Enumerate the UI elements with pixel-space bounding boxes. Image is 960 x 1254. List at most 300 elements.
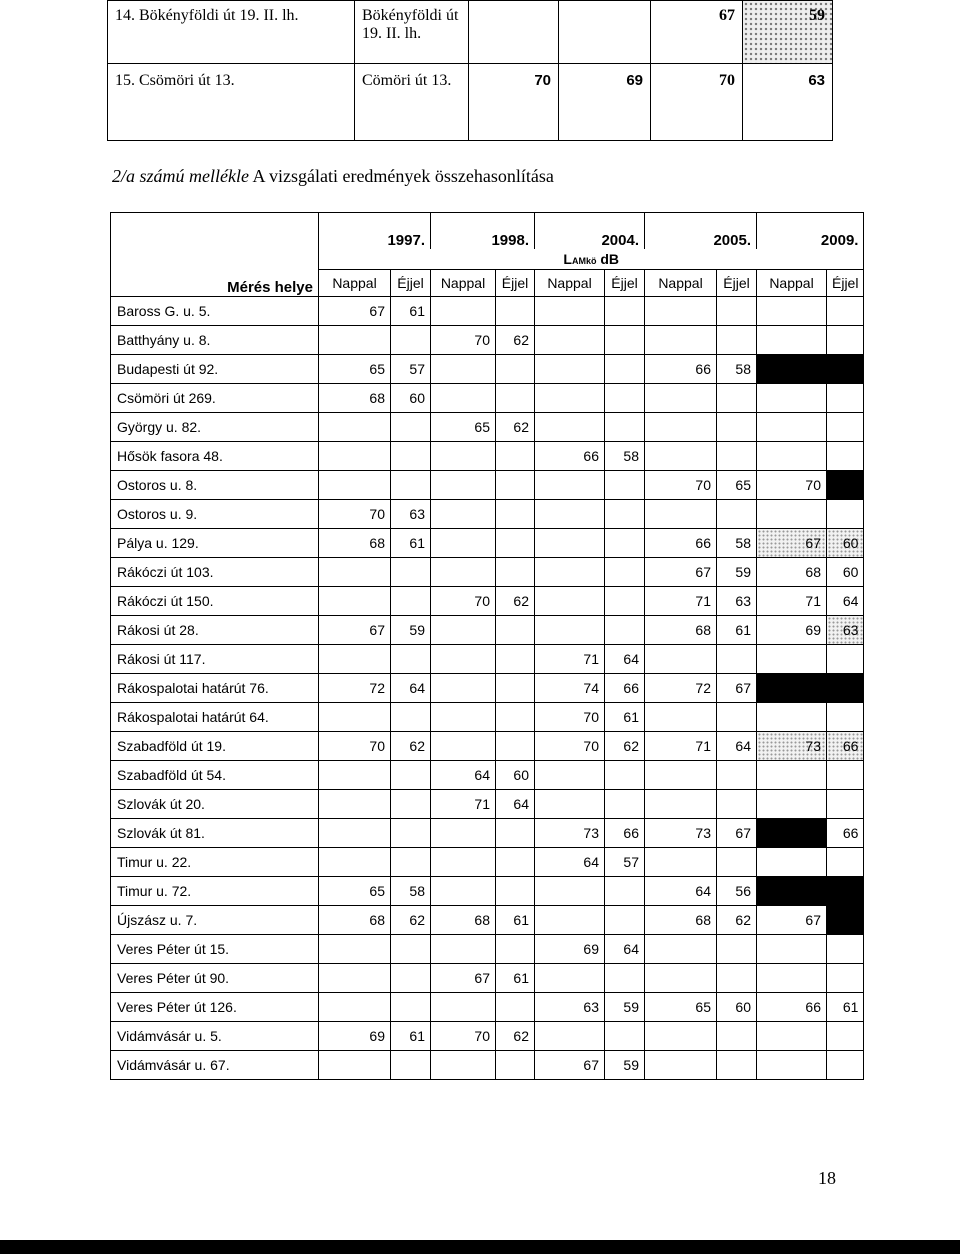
top-cell-address: Cömöri út 13. xyxy=(355,64,469,141)
day-value-cell: 72 xyxy=(319,674,391,703)
day-value-cell xyxy=(319,993,391,1022)
night-value-cell: 58 xyxy=(391,877,431,906)
night-value-cell: 64 xyxy=(717,732,757,761)
night-value-cell xyxy=(391,413,431,442)
night-value-cell xyxy=(717,761,757,790)
day-value-cell xyxy=(431,703,496,732)
table-row xyxy=(111,529,864,558)
day-value-cell xyxy=(645,326,717,355)
night-label: Éjjel xyxy=(605,270,645,297)
table-row xyxy=(111,413,864,442)
night-label: Éjjel xyxy=(496,270,535,297)
day-value-cell xyxy=(319,819,391,848)
night-value-cell: 58 xyxy=(717,355,757,384)
day-value-cell xyxy=(431,645,496,674)
day-value-cell: 67 xyxy=(645,558,717,587)
night-value-cell xyxy=(605,355,645,384)
table-row xyxy=(111,993,864,1022)
day-value-cell xyxy=(757,674,827,703)
night-value-cell xyxy=(827,1022,864,1051)
night-value-cell xyxy=(717,413,757,442)
day-value-cell xyxy=(645,1051,717,1080)
night-value-cell: 63 xyxy=(391,500,431,529)
place-cell: Rákosi út 117. xyxy=(111,645,319,674)
night-value-cell: 64 xyxy=(496,790,535,819)
night-value-cell xyxy=(605,326,645,355)
night-value-cell xyxy=(496,674,535,703)
day-value-cell xyxy=(757,1051,827,1080)
night-label: Éjjel xyxy=(717,270,757,297)
night-value-cell xyxy=(496,848,535,877)
night-value-cell: 61 xyxy=(496,964,535,993)
day-label: Nappal xyxy=(535,270,605,297)
unit-label xyxy=(319,249,864,270)
year-header: 2004. xyxy=(535,213,645,250)
day-value-cell: 71 xyxy=(535,645,605,674)
night-value-cell: 62 xyxy=(496,413,535,442)
appendix-caption xyxy=(112,166,554,187)
day-value-cell: 67 xyxy=(319,297,391,326)
place-cell: Veres Péter út 126. xyxy=(111,993,319,1022)
night-value-cell: 64 xyxy=(605,645,645,674)
table-row xyxy=(111,471,864,500)
place-cell: Vidámvásár u. 67. xyxy=(111,1051,319,1080)
night-value-cell xyxy=(717,848,757,877)
table-row xyxy=(111,935,864,964)
day-value-cell: 68 xyxy=(757,558,827,587)
night-value-cell: 61 xyxy=(827,993,864,1022)
night-value-cell xyxy=(391,703,431,732)
day-value-cell: 65 xyxy=(319,355,391,384)
day-value-cell xyxy=(431,1051,496,1080)
place-cell: Szabadföld út 54. xyxy=(111,761,319,790)
place-cell: Veres Péter út 15. xyxy=(111,935,319,964)
measurement-table xyxy=(110,212,864,1080)
appendix-caption-text: A vizsgálati eredmények összehasonlítása xyxy=(248,166,554,186)
place-cell: Timur u. 72. xyxy=(111,877,319,906)
day-value-cell xyxy=(431,993,496,1022)
day-value-cell: 71 xyxy=(645,587,717,616)
night-value-cell: 67 xyxy=(717,674,757,703)
table-row xyxy=(111,790,864,819)
night-value-cell xyxy=(496,819,535,848)
night-value-cell: 60 xyxy=(717,993,757,1022)
place-cell: Timur u. 22. xyxy=(111,848,319,877)
day-value-cell xyxy=(535,500,605,529)
night-value-cell: 60 xyxy=(827,529,864,558)
night-value-cell xyxy=(827,877,864,906)
day-value-cell xyxy=(757,761,827,790)
night-value-cell xyxy=(717,1051,757,1080)
day-value-cell: 68 xyxy=(319,384,391,413)
table-row xyxy=(111,616,864,645)
day-value-cell: 68 xyxy=(645,906,717,935)
night-value-cell xyxy=(605,587,645,616)
night-value-cell xyxy=(827,297,864,326)
day-value-cell xyxy=(535,587,605,616)
night-value-cell: 60 xyxy=(496,761,535,790)
night-value-cell: 66 xyxy=(827,819,864,848)
day-value-cell xyxy=(645,413,717,442)
night-value-cell xyxy=(496,877,535,906)
top-cell-value: 63 xyxy=(743,64,833,141)
table-row xyxy=(111,703,864,732)
day-value-cell: 63 xyxy=(535,993,605,1022)
day-value-cell xyxy=(319,761,391,790)
night-value-cell xyxy=(717,297,757,326)
day-value-cell xyxy=(431,732,496,761)
night-value-cell xyxy=(717,703,757,732)
day-value-cell: 68 xyxy=(645,616,717,645)
day-value-cell xyxy=(645,848,717,877)
day-value-cell: 66 xyxy=(757,993,827,1022)
table-row xyxy=(111,1022,864,1051)
day-label: Nappal xyxy=(757,270,827,297)
place-cell: Ostoros u. 9. xyxy=(111,500,319,529)
day-value-cell xyxy=(319,326,391,355)
night-value-cell xyxy=(827,964,864,993)
night-value-cell: 59 xyxy=(605,993,645,1022)
table-row xyxy=(111,500,864,529)
table-row xyxy=(111,384,864,413)
day-value-cell xyxy=(757,703,827,732)
day-value-cell xyxy=(431,529,496,558)
place-cell: Rákosi út 28. xyxy=(111,616,319,645)
year-header-row xyxy=(111,213,864,250)
night-value-cell xyxy=(827,848,864,877)
night-value-cell xyxy=(496,703,535,732)
night-value-cell xyxy=(496,993,535,1022)
day-value-cell xyxy=(319,413,391,442)
appendix-caption-italic: 2/a számú mellékle xyxy=(112,166,249,186)
night-value-cell xyxy=(827,355,864,384)
night-value-cell xyxy=(391,848,431,877)
year-header: 2009. xyxy=(757,213,864,250)
night-value-cell: 63 xyxy=(827,616,864,645)
place-cell: Baross G. u. 5. xyxy=(111,297,319,326)
unit-subscript: AMkö xyxy=(571,256,597,266)
night-value-cell xyxy=(391,471,431,500)
day-value-cell: 64 xyxy=(645,877,717,906)
table-row xyxy=(111,848,864,877)
night-value-cell xyxy=(827,1051,864,1080)
night-value-cell: 64 xyxy=(391,674,431,703)
day-value-cell xyxy=(757,848,827,877)
day-value-cell xyxy=(757,297,827,326)
day-value-cell xyxy=(431,935,496,964)
night-value-cell: 62 xyxy=(391,732,431,761)
year-header: 1998. xyxy=(431,213,535,250)
day-value-cell xyxy=(431,558,496,587)
day-value-cell xyxy=(757,500,827,529)
day-value-cell xyxy=(535,616,605,645)
night-value-cell: 62 xyxy=(605,732,645,761)
top-cell-value: 70 xyxy=(651,64,743,141)
day-value-cell xyxy=(757,935,827,964)
place-cell: Budapesti út 92. xyxy=(111,355,319,384)
day-value-cell: 66 xyxy=(535,442,605,471)
bottom-scan-bar xyxy=(0,1240,960,1254)
day-value-cell xyxy=(431,674,496,703)
top-cell-value: 59 xyxy=(743,1,833,64)
day-value-cell: 69 xyxy=(757,616,827,645)
place-cell: Veres Péter út 90. xyxy=(111,964,319,993)
day-value-cell: 64 xyxy=(431,761,496,790)
night-value-cell xyxy=(605,964,645,993)
night-value-cell xyxy=(496,935,535,964)
night-value-cell xyxy=(496,355,535,384)
night-value-cell xyxy=(605,471,645,500)
top-cell-value: 69 xyxy=(559,64,651,141)
night-value-cell xyxy=(827,761,864,790)
day-value-cell xyxy=(757,877,827,906)
night-value-cell xyxy=(496,645,535,674)
top-table-row xyxy=(108,64,833,141)
day-value-cell: 68 xyxy=(319,529,391,558)
day-value-cell xyxy=(645,645,717,674)
night-label: Éjjel xyxy=(827,270,864,297)
night-value-cell: 57 xyxy=(605,848,645,877)
day-value-cell: 65 xyxy=(319,877,391,906)
day-value-cell: 71 xyxy=(645,732,717,761)
night-value-cell: 65 xyxy=(717,471,757,500)
night-value-cell xyxy=(391,587,431,616)
night-value-cell xyxy=(605,1022,645,1051)
night-value-cell: 62 xyxy=(391,906,431,935)
day-value-cell xyxy=(535,326,605,355)
day-value-cell: 68 xyxy=(319,906,391,935)
table-row xyxy=(111,442,864,471)
night-value-cell xyxy=(827,790,864,819)
night-value-cell xyxy=(827,471,864,500)
top-cell-location: 14. Bökényföldi út 19. II. lh. xyxy=(108,1,355,64)
day-value-cell: 69 xyxy=(319,1022,391,1051)
night-value-cell xyxy=(496,732,535,761)
table-row xyxy=(111,877,864,906)
night-value-cell xyxy=(717,500,757,529)
night-value-cell xyxy=(827,500,864,529)
day-value-cell: 67 xyxy=(431,964,496,993)
day-value-cell xyxy=(757,964,827,993)
day-value-cell xyxy=(431,442,496,471)
night-label: Éjjel xyxy=(391,270,431,297)
night-value-cell: 61 xyxy=(496,906,535,935)
day-value-cell xyxy=(319,703,391,732)
night-value-cell xyxy=(717,645,757,674)
place-cell: Batthyány u. 8. xyxy=(111,326,319,355)
place-header: Mérés helye xyxy=(111,213,319,297)
table-row xyxy=(111,732,864,761)
day-value-cell: 66 xyxy=(645,529,717,558)
night-value-cell xyxy=(496,1051,535,1080)
night-value-cell xyxy=(391,819,431,848)
place-cell: Csömöri út 269. xyxy=(111,384,319,413)
night-value-cell: 60 xyxy=(391,384,431,413)
night-value-cell xyxy=(827,906,864,935)
day-value-cell xyxy=(535,297,605,326)
day-value-cell xyxy=(319,558,391,587)
day-value-cell xyxy=(757,355,827,384)
place-cell: Rákospalotai határút 64. xyxy=(111,703,319,732)
night-value-cell: 56 xyxy=(717,877,757,906)
table-row xyxy=(111,355,864,384)
day-value-cell: 70 xyxy=(645,471,717,500)
day-value-cell xyxy=(645,1022,717,1051)
day-value-cell: 70 xyxy=(431,587,496,616)
day-value-cell xyxy=(535,964,605,993)
night-value-cell: 62 xyxy=(717,906,757,935)
day-label: Nappal xyxy=(431,270,496,297)
night-value-cell xyxy=(605,529,645,558)
night-value-cell xyxy=(605,297,645,326)
table-body xyxy=(111,297,864,1080)
night-value-cell: 61 xyxy=(605,703,645,732)
night-value-cell xyxy=(496,529,535,558)
night-value-cell xyxy=(496,616,535,645)
day-value-cell xyxy=(319,790,391,819)
place-cell: Rákóczi út 103. xyxy=(111,558,319,587)
night-value-cell: 63 xyxy=(717,587,757,616)
table-row xyxy=(111,761,864,790)
night-value-cell xyxy=(827,384,864,413)
day-value-cell: 67 xyxy=(319,616,391,645)
day-value-cell xyxy=(535,790,605,819)
day-value-cell xyxy=(645,761,717,790)
night-value-cell: 62 xyxy=(496,587,535,616)
day-value-cell: 73 xyxy=(535,819,605,848)
day-value-cell xyxy=(535,906,605,935)
day-value-cell xyxy=(757,326,827,355)
day-value-cell: 70 xyxy=(319,732,391,761)
day-value-cell xyxy=(319,442,391,471)
night-value-cell xyxy=(605,906,645,935)
night-value-cell xyxy=(827,674,864,703)
day-value-cell: 67 xyxy=(757,906,827,935)
night-value-cell: 61 xyxy=(391,297,431,326)
day-value-cell xyxy=(535,471,605,500)
day-value-cell xyxy=(535,529,605,558)
night-value-cell: 64 xyxy=(605,935,645,964)
table-row xyxy=(111,819,864,848)
day-value-cell: 68 xyxy=(431,906,496,935)
night-value-cell: 58 xyxy=(717,529,757,558)
night-value-cell xyxy=(391,964,431,993)
day-value-cell xyxy=(645,442,717,471)
day-value-cell: 72 xyxy=(645,674,717,703)
night-value-cell xyxy=(827,645,864,674)
day-value-cell xyxy=(757,384,827,413)
night-value-cell: 59 xyxy=(605,1051,645,1080)
day-value-cell xyxy=(431,848,496,877)
night-value-cell xyxy=(391,993,431,1022)
table-row xyxy=(111,674,864,703)
place-cell: Újszász u. 7. xyxy=(111,906,319,935)
year-header: 1997. xyxy=(319,213,431,250)
night-value-cell: 66 xyxy=(605,674,645,703)
day-value-cell: 70 xyxy=(431,1022,496,1051)
night-value-cell xyxy=(605,790,645,819)
day-value-cell xyxy=(645,964,717,993)
page-number: 18 xyxy=(818,1168,836,1188)
night-value-cell xyxy=(717,935,757,964)
year-header: 2005. xyxy=(645,213,757,250)
day-value-cell: 69 xyxy=(535,935,605,964)
top-cell-location: 15. Csömöri út 13. xyxy=(108,64,355,141)
night-value-cell: 67 xyxy=(717,819,757,848)
day-value-cell xyxy=(319,587,391,616)
day-value-cell: 64 xyxy=(535,848,605,877)
top-cell-value xyxy=(559,1,651,64)
night-value-cell: 61 xyxy=(391,529,431,558)
table-row xyxy=(111,964,864,993)
night-value-cell xyxy=(605,384,645,413)
place-cell: Vidámvásár u. 5. xyxy=(111,1022,319,1051)
top-table xyxy=(107,0,833,141)
night-value-cell: 57 xyxy=(391,355,431,384)
day-value-cell: 73 xyxy=(645,819,717,848)
night-value-cell: 62 xyxy=(496,326,535,355)
day-value-cell: 70 xyxy=(535,703,605,732)
night-value-cell xyxy=(496,442,535,471)
night-value-cell: 59 xyxy=(391,616,431,645)
day-value-cell xyxy=(319,964,391,993)
table-row xyxy=(111,326,864,355)
night-value-cell xyxy=(496,384,535,413)
day-value-cell xyxy=(431,471,496,500)
table-row xyxy=(111,645,864,674)
night-value-cell xyxy=(605,558,645,587)
night-value-cell xyxy=(496,471,535,500)
unit-main: L xyxy=(563,251,572,267)
day-value-cell xyxy=(431,500,496,529)
day-value-cell: 65 xyxy=(645,993,717,1022)
day-value-cell: 71 xyxy=(431,790,496,819)
top-cell-value: 67 xyxy=(651,1,743,64)
day-value-cell: 70 xyxy=(431,326,496,355)
day-value-cell xyxy=(535,1022,605,1051)
night-value-cell xyxy=(391,645,431,674)
day-label: Nappal xyxy=(645,270,717,297)
night-value-cell xyxy=(827,326,864,355)
night-value-cell: 66 xyxy=(605,819,645,848)
day-value-cell xyxy=(757,442,827,471)
day-value-cell: 70 xyxy=(319,500,391,529)
night-value-cell: 62 xyxy=(496,1022,535,1051)
day-value-cell xyxy=(645,500,717,529)
day-value-cell xyxy=(431,819,496,848)
day-value-cell: 70 xyxy=(757,471,827,500)
night-value-cell xyxy=(496,500,535,529)
day-value-cell xyxy=(535,877,605,906)
place-cell: György u. 82. xyxy=(111,413,319,442)
table-row xyxy=(111,1051,864,1080)
day-value-cell: 67 xyxy=(757,529,827,558)
top-cell-value: 70 xyxy=(469,64,559,141)
top-table-row xyxy=(108,1,833,64)
night-value-cell xyxy=(717,384,757,413)
night-value-cell xyxy=(605,761,645,790)
day-value-cell xyxy=(319,645,391,674)
place-cell: Ostoros u. 8. xyxy=(111,471,319,500)
table-row xyxy=(111,558,864,587)
night-value-cell xyxy=(605,500,645,529)
place-cell: Szlovák út 20. xyxy=(111,790,319,819)
day-value-cell xyxy=(431,616,496,645)
place-cell: Pálya u. 129. xyxy=(111,529,319,558)
day-value-cell xyxy=(431,384,496,413)
night-value-cell xyxy=(605,413,645,442)
day-value-cell xyxy=(645,790,717,819)
